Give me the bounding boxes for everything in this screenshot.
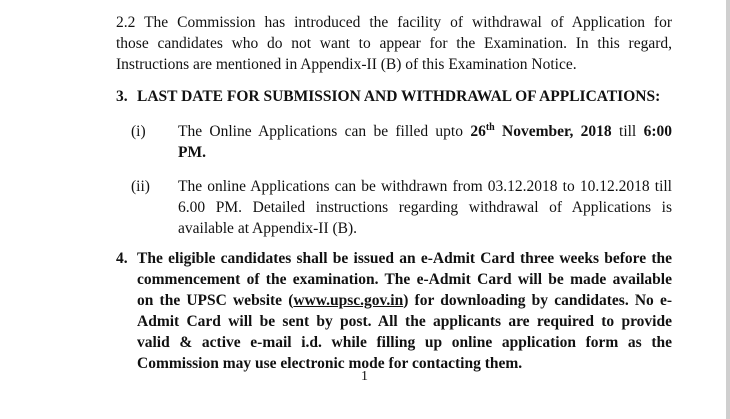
item-ii-label: (ii) bbox=[131, 178, 150, 195]
section-4-line-4: Admit Card will be sent by post. All the applicants are required to provide bbox=[137, 313, 672, 330]
item-ii-line-1: The online Applications can be withdrawn from 03.12.2018 to 10.12.2018 till bbox=[178, 178, 672, 195]
section-4-line-6: Commission may use electronic mode for contacting them. bbox=[137, 355, 523, 372]
section-3-number: 3. bbox=[116, 88, 128, 105]
upsc-website-link[interactable]: www.upsc.gov.in bbox=[293, 292, 404, 309]
item-i-label: (i) bbox=[131, 123, 146, 140]
item-ii-line-3: available at Appendix-II (B). bbox=[178, 220, 358, 237]
item-i-line-1: The Online Applications can be filled upto 26th November, 2018 till 6:00 bbox=[178, 121, 672, 140]
page-number: 1 bbox=[361, 369, 368, 384]
section-4-line-2: commencement of the examination. The e-Admit Card will be made available bbox=[137, 271, 672, 288]
para-2-2-line-3: Instructions are mentioned in Appendix-II (B) of this Examination Notice. bbox=[116, 56, 577, 73]
section-4-line-3: on the UPSC website (www.upsc.gov.in) for downloading by candidates. No e- bbox=[137, 292, 672, 309]
para-2-2-line-2: those candidates who do not want to appear for the Examination. In this regard, bbox=[116, 35, 672, 52]
item-i-line-2: PM. bbox=[178, 144, 206, 161]
section-4-line-5: valid & active e-mail i.d. while filling up online application form as the bbox=[137, 334, 672, 351]
section-4-number: 4. bbox=[116, 250, 128, 267]
section-3-heading: LAST DATE FOR SUBMISSION AND WITHDRAWAL OF APPLICATIONS: bbox=[137, 88, 661, 105]
item-ii-line-2: 6.00 PM. Detailed instructions regarding withdrawal of Applications is bbox=[178, 199, 672, 216]
section-4-line-1: The eligible candidates shall be issued an e-Admit Card three weeks before the bbox=[137, 250, 672, 267]
para-2-2-line-1: 2.2 The Commission has introduced the facility of withdrawal of Application for bbox=[116, 14, 672, 31]
